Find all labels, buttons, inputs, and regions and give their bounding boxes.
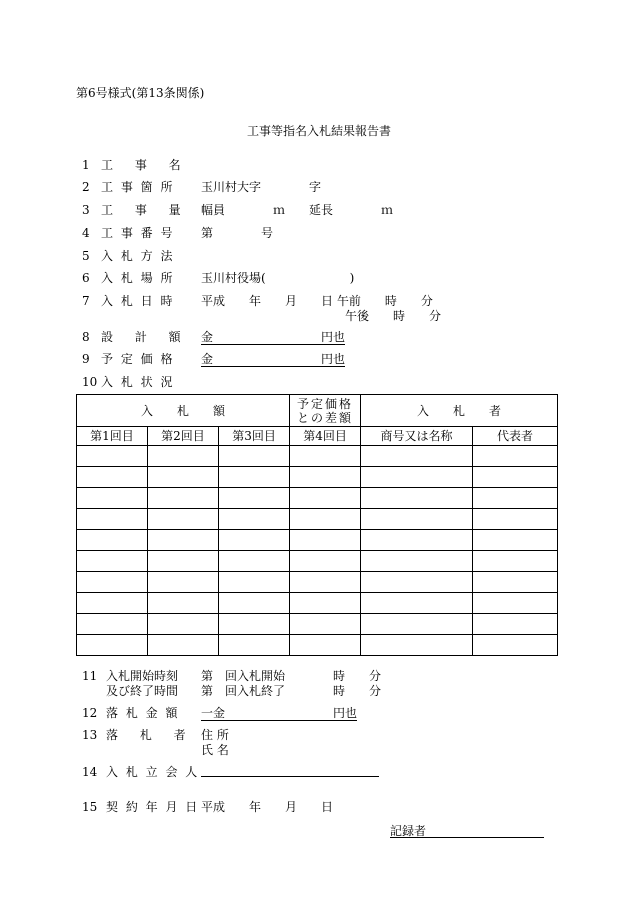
header-diff-line2: との差額 bbox=[297, 410, 354, 425]
subheader-cell: 第1回目 bbox=[77, 427, 148, 446]
table-row bbox=[77, 551, 558, 572]
table-header-row bbox=[77, 395, 558, 427]
table-row bbox=[77, 635, 558, 656]
item-label: 契 約 年 月 日 bbox=[106, 800, 200, 814]
table-cell bbox=[219, 488, 290, 509]
bid-status-table bbox=[76, 394, 558, 656]
header-bidder: 入 札 者 bbox=[361, 395, 558, 427]
table-cell bbox=[473, 530, 558, 551]
bid-end-time: 第 回入札終了 時 分 bbox=[201, 684, 382, 698]
table-cell bbox=[290, 488, 361, 509]
table-cell bbox=[77, 446, 148, 467]
table-cell bbox=[148, 467, 219, 488]
recorder-label: 記録者 bbox=[390, 824, 427, 838]
item-value: 玉川村役場( ) bbox=[201, 271, 355, 285]
item-label-start: 入札開始時刻 bbox=[106, 669, 179, 683]
table-cell bbox=[290, 593, 361, 614]
subheader-cell: 第3回目 bbox=[219, 427, 290, 446]
table-cell bbox=[361, 572, 473, 593]
header-bid-amount: 入 札 額 bbox=[77, 395, 290, 427]
table-cell bbox=[77, 509, 148, 530]
item-number: 3 bbox=[82, 203, 90, 217]
table-cell bbox=[219, 551, 290, 572]
contract-date-field: 平成 年 月 日 bbox=[201, 800, 334, 814]
table-cell bbox=[361, 551, 473, 572]
item-number: 12 bbox=[82, 706, 98, 720]
item-number: 7 bbox=[82, 294, 90, 308]
table-cell bbox=[290, 614, 361, 635]
table-subheader-row bbox=[77, 427, 558, 446]
item-label: 予 定 価 格 bbox=[101, 352, 175, 366]
winner-name-label: 氏 名 bbox=[201, 743, 229, 757]
subheader-cell: 第4回目 bbox=[290, 427, 361, 446]
subheader-cell: 代表者 bbox=[473, 427, 558, 446]
table-cell bbox=[219, 530, 290, 551]
item-number: 4 bbox=[82, 226, 90, 240]
item-label: 入 札 方 法 bbox=[101, 249, 175, 263]
item-number: 10 bbox=[82, 375, 98, 389]
winning-amount-field: 一金 円也 bbox=[201, 706, 358, 720]
table-cell bbox=[148, 593, 219, 614]
item-label: 工 事 量 bbox=[101, 203, 183, 217]
item-label: 入 札 立 会 人 bbox=[106, 765, 200, 779]
table-cell bbox=[148, 551, 219, 572]
header-diff-line1: 予定価格 bbox=[297, 396, 354, 411]
table-cell bbox=[219, 509, 290, 530]
item-number: 9 bbox=[82, 352, 90, 366]
item-value: 第 号 bbox=[201, 226, 274, 240]
design-amount-field: 金 円也 bbox=[201, 330, 346, 344]
table-cell bbox=[148, 530, 219, 551]
table-cell bbox=[473, 467, 558, 488]
table-cell bbox=[148, 446, 219, 467]
table-cell bbox=[361, 635, 473, 656]
form-number: 第6号様式(第13条関係) bbox=[76, 86, 205, 100]
table-row bbox=[77, 614, 558, 635]
table-cell bbox=[219, 446, 290, 467]
item-label: 入 札 場 所 bbox=[101, 271, 175, 285]
subheader-cell: 商号又は名称 bbox=[361, 427, 473, 446]
item-label-end: 及び終了時間 bbox=[106, 684, 179, 698]
witness-underline bbox=[201, 776, 379, 777]
planned-price-field: 金 円也 bbox=[201, 352, 346, 366]
item-number: 15 bbox=[82, 800, 98, 814]
table-cell bbox=[219, 614, 290, 635]
item-number: 14 bbox=[82, 765, 98, 779]
table-cell bbox=[148, 488, 219, 509]
table-cell bbox=[148, 509, 219, 530]
bid-start-time: 第 回入札開始 時 分 bbox=[201, 669, 382, 683]
item-number: 2 bbox=[82, 180, 90, 194]
header-price-difference bbox=[290, 395, 361, 427]
table-cell bbox=[77, 467, 148, 488]
table-cell bbox=[219, 635, 290, 656]
page-title: 工事等指名入札結果報告書 bbox=[247, 124, 392, 138]
table-row bbox=[77, 530, 558, 551]
item-number: 8 bbox=[82, 330, 90, 344]
item-label: 工 事 番 号 bbox=[101, 226, 175, 240]
table-cell bbox=[361, 446, 473, 467]
table-cell bbox=[148, 572, 219, 593]
item-label: 落 札 金 額 bbox=[106, 706, 180, 720]
table-cell bbox=[77, 614, 148, 635]
table-cell bbox=[473, 488, 558, 509]
table-row bbox=[77, 446, 558, 467]
table-cell bbox=[148, 635, 219, 656]
table-cell bbox=[290, 467, 361, 488]
item-number: 11 bbox=[82, 669, 98, 683]
table-cell bbox=[219, 572, 290, 593]
table-cell bbox=[148, 614, 219, 635]
table-cell bbox=[77, 593, 148, 614]
table-cell bbox=[219, 593, 290, 614]
table-cell bbox=[219, 467, 290, 488]
table-cell bbox=[361, 614, 473, 635]
subheader-cell: 第2回目 bbox=[148, 427, 219, 446]
table-cell bbox=[77, 530, 148, 551]
table-row bbox=[77, 488, 558, 509]
table-cell bbox=[361, 530, 473, 551]
table-cell bbox=[473, 572, 558, 593]
table-body bbox=[77, 446, 558, 656]
table-cell bbox=[473, 635, 558, 656]
item-number: 1 bbox=[82, 158, 90, 172]
item-label: 入 札 状 況 bbox=[101, 375, 175, 389]
item-value: 幅員 ｍ 延長 ｍ bbox=[201, 203, 394, 217]
table-cell bbox=[473, 614, 558, 635]
table-cell bbox=[290, 509, 361, 530]
item-label: 工 事 箇 所 bbox=[101, 180, 175, 194]
table-cell bbox=[77, 551, 148, 572]
item-label: 落 札 者 bbox=[106, 728, 188, 742]
item-label: 設 計 額 bbox=[101, 330, 183, 344]
item-value: 平成 年 月 日 午前 時 分 bbox=[201, 294, 433, 308]
table-cell bbox=[290, 446, 361, 467]
table-row bbox=[77, 593, 558, 614]
item-number: 6 bbox=[82, 271, 90, 285]
table-row bbox=[77, 509, 558, 530]
item-number: 13 bbox=[82, 728, 98, 742]
item-label: 工 事 名 bbox=[101, 158, 183, 172]
table-cell bbox=[290, 635, 361, 656]
winner-address-label: 住 所 bbox=[201, 728, 229, 742]
table-cell bbox=[77, 488, 148, 509]
table-cell bbox=[77, 635, 148, 656]
table-cell bbox=[473, 551, 558, 572]
item-value-pm: 午後 時 分 bbox=[345, 309, 442, 323]
table-cell bbox=[473, 509, 558, 530]
table-cell bbox=[473, 593, 558, 614]
recorder-underline bbox=[390, 837, 544, 838]
item-value: 玉川村大字 字 bbox=[201, 180, 322, 194]
table-cell bbox=[361, 509, 473, 530]
table-row bbox=[77, 572, 558, 593]
table-row bbox=[77, 467, 558, 488]
table-cell bbox=[361, 467, 473, 488]
table-cell bbox=[361, 593, 473, 614]
item-label: 入 札 日 時 bbox=[101, 294, 175, 308]
table-cell bbox=[290, 572, 361, 593]
item-number: 5 bbox=[82, 249, 90, 263]
table-cell bbox=[290, 551, 361, 572]
table-cell bbox=[77, 572, 148, 593]
table-cell bbox=[361, 488, 473, 509]
table-cell bbox=[473, 446, 558, 467]
table-cell bbox=[290, 530, 361, 551]
